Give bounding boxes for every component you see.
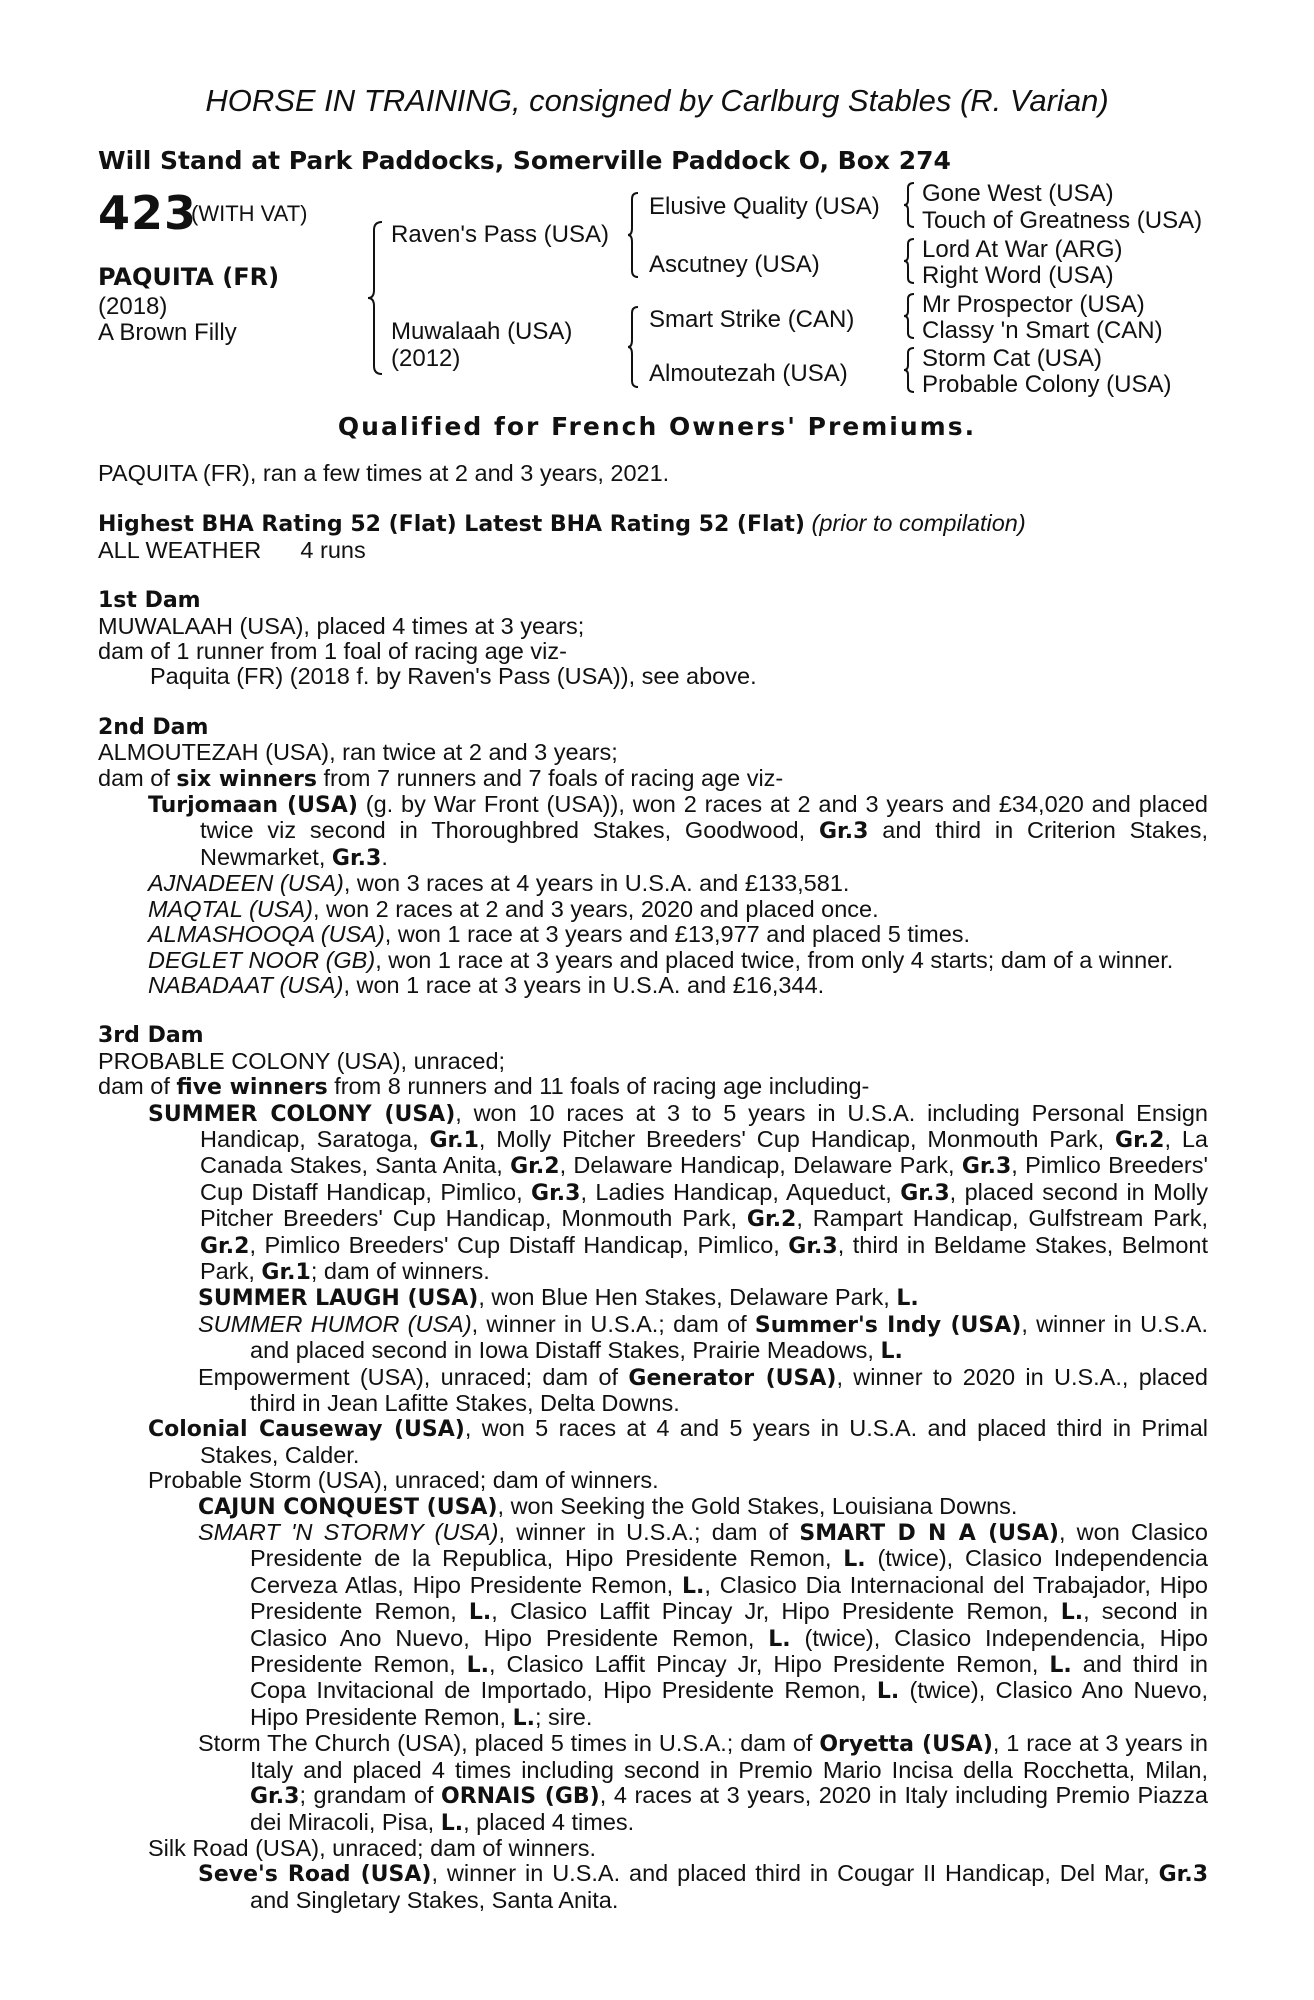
horse-name: PAQUITA (FR) [98,263,280,291]
pedigree-ancestor: Gone West (USA) [922,180,1114,207]
produce-entry: AJNADEEN (USA), won 3 races at 4 years in U.S.A. and £133,581. [148,870,850,897]
produce-entry: NABADAAT (USA), won 1 race at 3 years in U.S.A. and £16,344. [148,971,825,998]
produce-entry: CAJUN CONQUEST (USA), won Seeking the Gold Stakes, Louisiana Downs. [198,1492,1018,1520]
pedigree-brace-g4 [904,345,918,395]
runs: 4 runs [300,536,366,563]
pedigree-brace-main [368,218,388,378]
pedigree-dam: Muwalaah (USA) [391,318,573,345]
pedigree-ancestor: Storm Cat (USA) [922,345,1103,372]
surface: ALL WEATHER [98,536,262,563]
pedigree-ancestor: Probable Colony (USA) [922,371,1172,398]
pedigree-ancestor: Right Word (USA) [922,262,1114,289]
produce-entry: DEGLET NOOR (GB), won 1 race at 3 years and placed twice, from only 4 starts; dam of a winner. [148,946,1174,973]
premium-qualification: Qualified for French Owners' Premiums. [337,412,977,441]
second-dam-heading: 2nd Dam [98,714,209,740]
third-dam-line: dam of five winners from 8 runners and 11 foals of racing age including- [98,1073,870,1101]
produce-entry: Probable Storm (USA), unraced; dam of winners. [148,1467,659,1494]
vat-note: (WITH VAT) [191,201,308,226]
produce-entry: SUMMER HUMOR (USA), winner in U.S.A.; dam of Summer's Indy (USA), winner in U.S.A. and placed second in Iowa Distaff Stakes, Prairie Meadows, L. [198,1310,1208,1365]
horse-description: A Brown Filly [98,319,237,346]
pedigree-brace-dam [628,304,642,390]
surface-line [98,538,1208,563]
first-dam-heading: 1st Dam [98,588,201,614]
produce-entry: MAQTAL (USA), won 2 races at 2 and 3 years, 2020 and placed once. [148,895,879,922]
pedigree-dam-year: (2012) [391,345,461,372]
produce-entry: ALMASHOOQA (USA), won 1 race at 3 years and £13,977 and placed 5 times. [148,921,971,948]
pedigree-ancestor: Mr Prospector (USA) [922,291,1145,318]
page-header: HORSE IN TRAINING, consigned by Carlburg Stables (R. Varian) [205,83,1109,118]
lot-number: 423 [98,186,198,240]
produce-entry: Silk Road (USA), unraced; dam of winners. [148,1834,596,1861]
first-dam-line: MUWALAAH (USA), placed 4 times at 3 years; [98,612,585,639]
rating-line [98,511,1208,537]
third-dam-heading: 3rd Dam [98,1023,204,1049]
second-dam-line: ALMOUTEZAH (USA), ran twice at 2 and 3 years; [98,739,618,766]
pedigree-brace-sire [628,190,642,280]
produce-entry: Seve's Road (USA), winner in U.S.A. and placed third in Cougar II Handicap, Del Mar, Gr.3 and Singletary Stakes, Santa Anita. [198,1860,1209,1913]
third-dam-line: PROBABLE COLONY (USA), unraced; [98,1047,506,1074]
pedigree-brace-g1 [904,180,918,230]
second-dam-line: dam of six winners from 7 runners and 7 foals of racing age viz- [98,764,784,792]
intro-line: PAQUITA (FR), ran a few times at 2 and 3 years, 2021. [98,460,670,486]
pedigree-brace-g3 [904,291,918,341]
catalogue-body [98,461,1208,1913]
pedigree-ancestor: Classy 'n Smart (CAN) [922,317,1163,344]
rating-bold: Highest BHA Rating 52 (Flat) Latest BHA Rating 52 (Flat) [98,512,805,538]
pedigree-ancestor: Lord At War (ARG) [922,236,1123,263]
pedigree-sire-sire: Elusive Quality (USA) [649,193,880,220]
pedigree-sire: Raven's Pass (USA) [391,221,609,248]
pedigree-ancestor: Touch of Greatness (USA) [922,207,1203,234]
rating-note: (prior to compilation) [811,510,1026,537]
pedigree-sire-dam: Ascutney (USA) [649,251,820,278]
produce-entry: Storm The Church (USA), placed 5 times in U.S.A.; dam of Oryetta (USA), 1 race at 3 years in Italy and placed 4 times including second in Premio Mario Incisa della Rocchetta, Milan, Gr.3; grandam of ORNAIS (GB), 4 races at 3 years, 2020 in Italy including Premio Piazza dei Miracoli, Pisa, L., placed 4 times. [198,1730,1208,1836]
first-dam-line: dam of 1 runner from 1 foal of racing age viz- [98,638,567,665]
pedigree-dam-dam: Almoutezah (USA) [649,360,848,387]
horse-year: (2018) [98,293,168,320]
stand-location: Will Stand at Park Paddocks, Somerville Paddock O, Box 274 [98,146,951,175]
produce-entry: SUMMER COLONY (USA), won 10 races at 3 to 5 years in U.S.A. including Personal Ensign Handicap, Saratoga, Gr.1, Molly Pitcher Breeders' Cup Handicap, Monmouth Park, Gr.2, La Canada Stakes, Santa Anita, Gr.2, Delaware Handicap, Delaware Park, Gr.3, Pimlico Breeders' Cup Distaff Handicap, Pimlico, Gr.3, Ladies Handicap, Aqueduct, Gr.3, placed second in Molly Pitcher Breeders' Cup Handicap, Monmouth Park, Gr.2, Rampart Handicap, Gulfstream Park, Gr.2, Pimlico Breeders' Cup Distaff Handicap, Pimlico, Gr.3, third in Beldame Stakes, Belmont Park, Gr.1; dam of winners. [148,1099,1209,1285]
produce-entry: Turjomaan (USA) (g. by War Front (USA)), won 2 races at 2 and 3 years and £34,020 and placed twice viz second in Thoroughbred Stakes, Goodwood, Gr.3 and third in Criterion Stakes, Newmarket, Gr.3. [148,791,1208,871]
first-dam-foal: Paquita (FR) (2018 f. by Raven's Pass (USA)), see above. [150,663,757,690]
pedigree-dam-sire: Smart Strike (CAN) [649,306,855,333]
produce-entry: Empowerment (USA), unraced; dam of Generator (USA), winner to 2020 in U.S.A., placed third in Jean Lafitte Stakes, Delta Downs. [198,1363,1208,1416]
pedigree-brace-g2 [904,236,918,286]
produce-entry: Colonial Causeway (USA), won 5 races at 4 and 5 years in U.S.A. and placed third in Primal Stakes, Calder. [148,1415,1208,1468]
produce-entry: SUMMER LAUGH (USA), won Blue Hen Stakes, Delaware Park, L. [198,1284,919,1312]
produce-entry: SMART 'N STORMY (USA), winner in U.S.A.; dam of SMART D N A (USA), won Clasico Presidente de la Republica, Hipo Presidente Remon, L. (twice), Clasico Independencia Cerveza Atlas, Hipo Presidente Remon, L., Clasico Dia Internacional del Trabajador, Hipo Presidente Remon, L., Clasico Laffit Pincay Jr, Hipo Presidente Remon, L., second in Clasico Ano Nuevo, Hipo Presidente Remon, L. (twice), Clasico Independencia, Hipo Presidente Remon, L., Clasico Laffit Pincay Jr, Hipo Presidente Remon, L. and third in Copa Invitacional de Importado, Hipo Presidente Remon, L. (twice), Clasico Ano Nuevo, Hipo Presidente Remon, L.; sire. [198,1519,1208,1731]
